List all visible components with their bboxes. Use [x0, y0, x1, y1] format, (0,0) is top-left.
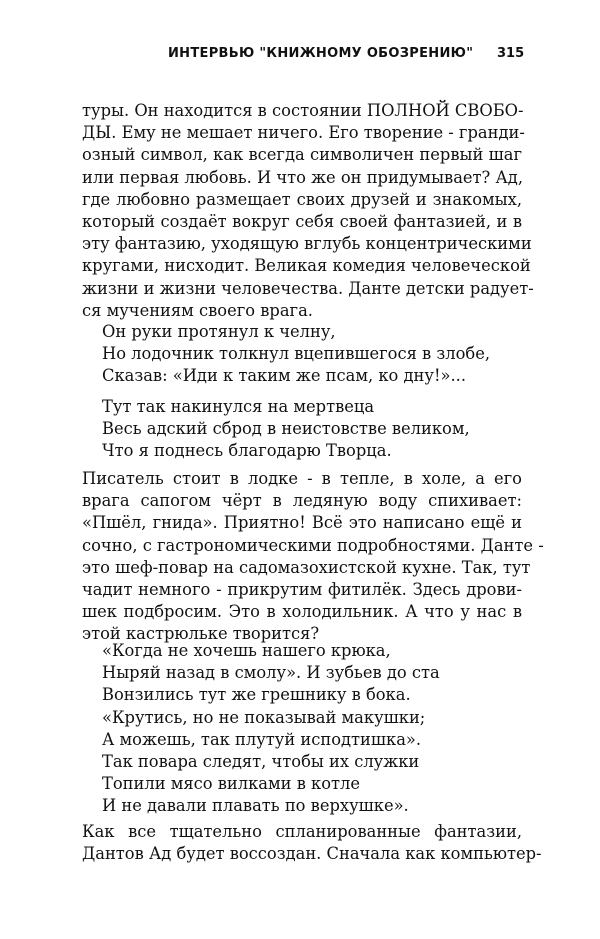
text-line: это шеф-повар на садомазохистской кухне. Так, тут [82, 557, 531, 577]
verse-line: «Когда не хочешь нашего крюка, [102, 641, 391, 660]
verse-line: А можешь, так плутуй исподтишка». [102, 729, 422, 749]
text-line: озный символ, как всегда символичен первый шаг [82, 145, 522, 165]
text-line: шек подбросим. Это в холодильник. А что у нас в [82, 602, 522, 622]
paragraph-2 [82, 468, 544, 646]
text-line: который создаёт вокруг себя своей фантазией, и в [82, 211, 522, 231]
verse-line: Так повара следят, чтобы их служки [102, 751, 420, 771]
text-line: чадит немного - прикрутим фитилёк. Здесь дрови- [82, 579, 522, 599]
verse-stanza-1 [82, 321, 542, 388]
text-line: врага сапогом чёрт в ледяную воду спихивает: [82, 491, 522, 511]
verse-stanza-3 [82, 640, 542, 818]
text-line: жизни и жизни человечества. Данте детски радует- [82, 278, 534, 298]
running-title: ИНТЕРВЬЮ "КНИЖНОМУ ОБОЗРЕНИЮ" [168, 46, 474, 61]
text-line: туры. Он находится в состоянии ПОЛНОЙ СВОБО- [82, 101, 524, 120]
text-line: эту фантазию, уходящую вглубь концентрическими [82, 234, 532, 254]
text-line: или первая любовь. И что же он придумывает? Ад, [82, 167, 523, 187]
verse-line: Сказав: «Иди к таким же псам, ко дну!»... [102, 366, 467, 386]
text-line: ся мучениям своего врага. [82, 300, 313, 320]
text-line: Как все тщательно спланированные фантазии, [82, 822, 522, 841]
verse-line: Тут так накинулся на мертвеца [102, 397, 375, 416]
text-line: ДЫ. Ему не мешает ничего. Его творение - гранди- [82, 123, 525, 143]
verse-line: Что я поднесь благодарю Творца. [102, 441, 392, 461]
verse-line: Весь адский сброд в неистовстве великом, [102, 419, 470, 439]
verse-line: Вонзились тут же грешнику в бока. [102, 685, 411, 705]
paragraph-1 [82, 100, 534, 322]
verse-line: «Крутись, но не показывай макушки; [102, 707, 426, 727]
verse-stanza-2 [82, 396, 542, 463]
verse-line: Он руки протянул к челну, [102, 322, 336, 341]
text-line: Писатель стоит в лодке - в тепле, в холе, а его [82, 469, 522, 488]
text-line: этой кастрюльке творится? [82, 624, 320, 644]
verse-line: Ныряй назад в смолу». И зубьев до ста [102, 663, 440, 683]
page-header [0, 46, 600, 66]
paragraph-3 [82, 821, 542, 865]
text-line: кругами, нисходит. Великая комедия человеческой [82, 256, 531, 276]
text-line: где любовно размещает своих друзей и знакомых, [82, 189, 522, 209]
text-line: Дантов Ад будет воссоздан. Сначала как компьютер- [82, 844, 542, 864]
verse-line: Топили мясо вилками в котле [102, 774, 361, 794]
text-line: сочно, с гастрономическими подробностями. Данте - [82, 535, 544, 555]
verse-line: И не давали плавать по верхушке». [102, 796, 409, 816]
verse-line: Но лодочник толкнул вцепившегося в злобе, [102, 344, 491, 364]
page-number: 315 [497, 46, 525, 61]
text-line: «Пшёл, гнида». Приятно! Всё это написано ещё и [82, 513, 522, 533]
